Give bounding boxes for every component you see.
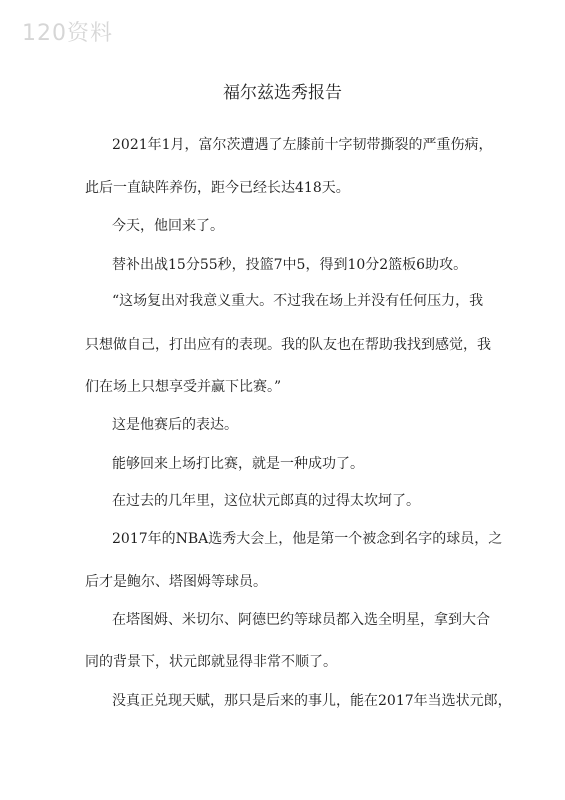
watermark-logo: 120资料 [22, 21, 113, 46]
paragraph-line: “这场复出对我意义重大。不过我在场上并没有任何压力，我 [112, 293, 484, 309]
paragraph-line: 能够回来上场打比赛，就是一种成功了。 [112, 456, 364, 472]
paragraph-line: 此后一直缺阵养伤，距今已经长达418天。 [85, 180, 350, 196]
paragraph-line: 替补出战15分55秒，投篮7中5，得到10分2篮板6助攻。 [112, 257, 468, 273]
paragraph-line: 后才是鲍尔、塔图姆等球员。 [85, 574, 267, 590]
paragraph-line: 没真正兑现天赋，那只是后来的事儿，能在2017年当选状元郎， [112, 693, 512, 709]
document-title: 福尔兹选秀报告 [223, 83, 342, 103]
paragraph-line: 今天，他回来了。 [112, 218, 224, 234]
paragraph-line: 这是他赛后的表达。 [112, 417, 238, 433]
paragraph-line: 在过去的几年里，这位状元郎真的过得太坎坷了。 [112, 493, 420, 509]
paragraph-line: 同的背景下，状元郎就显得非常不顺了。 [85, 654, 337, 670]
paragraph-line: 2021年1月，富尔茨遭遇了左膝前十字韧带撕裂的严重伤病， [112, 137, 493, 153]
paragraph-line: 只想做自己，打出应有的表现。我的队友也在帮助我找到感觉，我 [85, 337, 491, 353]
paragraph-line: 们在场上只想享受并赢下比赛。” [85, 379, 282, 395]
paragraph-line: 2017年的NBA选秀大会上，他是第一个被念到名字的球员，之 [112, 531, 503, 547]
paragraph-line: 在塔图姆、米切尔、阿德巴约等球员都入选全明星，拿到大合 [112, 612, 490, 628]
